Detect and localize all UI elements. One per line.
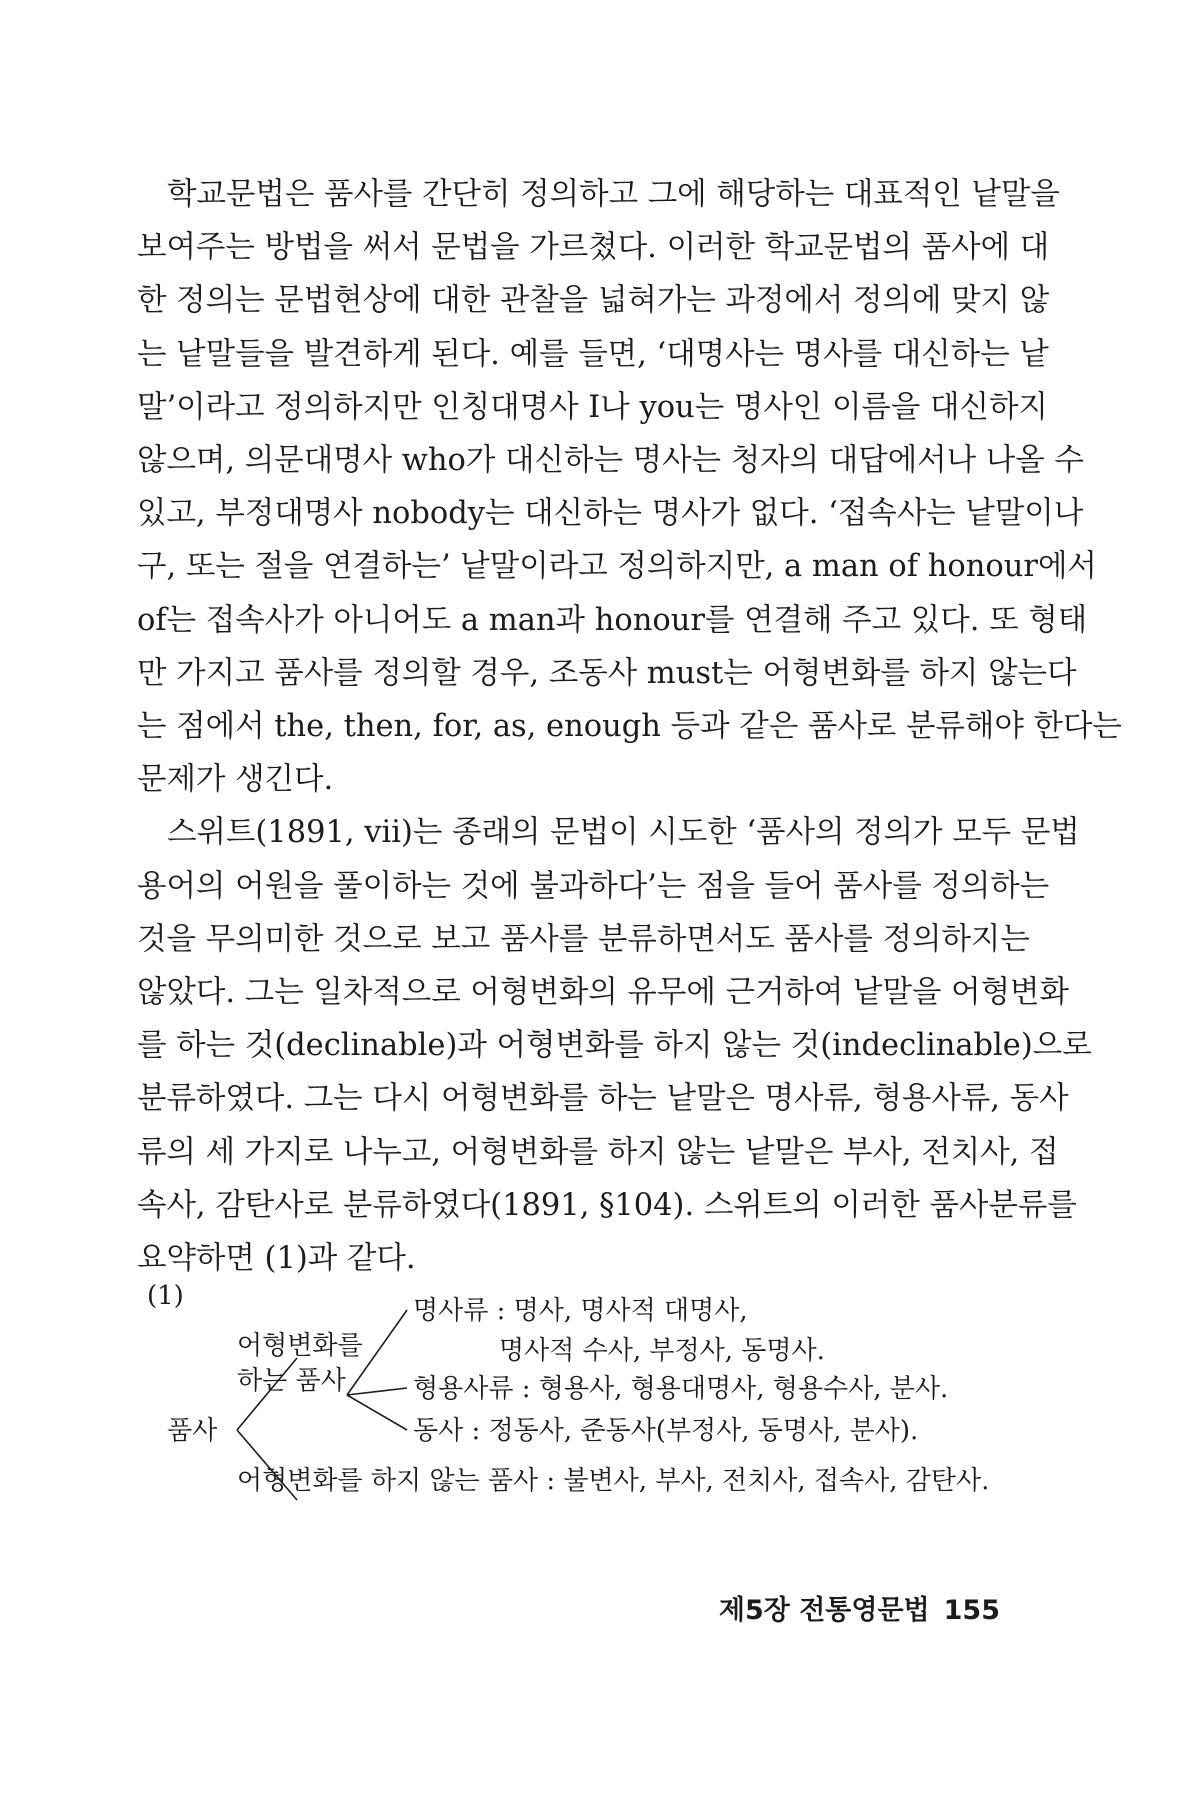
text-line: 요약하면 (1)과 같다. [137, 1241, 416, 1277]
adj-class: 형용사류 : 형용사, 형용대명사, 형용수사, 분사. [413, 1374, 949, 1404]
text-line: 는 낱말들을 발견하게 된다. 예를 들면, ‘대명사는 명사를 대신하는 낱 [137, 336, 1049, 372]
text-line: 는 점에서 the, then, for, as, enough 등과 같은 품사로 분류해야 한다는 [137, 709, 1122, 745]
text-line: 말’이라고 정의하지만 인칭대명사 I나 you는 명사인 이름을 대신하지 [137, 389, 1048, 425]
verb-class: 동사 : 정동사, 준동사(부정사, 동명사, 분사). [413, 1416, 919, 1446]
text-line: 한 정의는 문법현상에 대한 관찰을 넓혀가는 과정에서 정의에 맞지 않 [137, 283, 1050, 319]
body-text [137, 168, 1122, 1285]
text-line: of는 접속사가 아니어도 a man과 honour를 연결해 주고 있다. 또 형태 [137, 602, 1088, 638]
text-line: 류의 세 가지로 나누고, 어형변화를 하지 않는 낱말은 부사, 전치사, 접 [137, 1134, 1059, 1170]
page-footer [705, 1588, 1000, 1627]
declinable-label: 어형변화를 [237, 1331, 363, 1361]
text-line: 것을 무의미한 것으로 보고 품사를 분류하면서도 품사를 정의하지는 [137, 921, 1030, 957]
text-line: 용어의 어원을 풀이하는 것에 불과하다’는 점을 들어 품사를 정의하는 [137, 868, 1050, 904]
example-number: (1) [147, 1281, 184, 1311]
text-line: 만 가지고 품사를 정의할 경우, 조동사 must는 어형변화를 하지 않는다 [137, 655, 1077, 691]
text-line: 문제가 생긴다. [137, 762, 334, 798]
text-line: 구, 또는 절을 연결하는’ 낱말이라고 정의하지만, a man of honour에서 [137, 549, 1097, 585]
text-line: 속사, 감탄사로 분류하였다(1891, §104). 스위트의 이러한 품사분류를 [137, 1187, 1077, 1223]
paragraph-2 [137, 806, 1092, 1285]
chapter-title: 제5장 전통영문법 [718, 1595, 930, 1626]
branch-to-verb-class [347, 1395, 407, 1430]
text-line: 않았다. 그는 일차적으로 어형변화의 유무에 근거하여 낱말을 어형변화 [137, 975, 1069, 1011]
noun-class-cont: 명사적 수사, 부정사, 동명사. [499, 1336, 825, 1366]
text-line: 보여주는 방법을 써서 문법을 가르쳤다. 이러한 학교문법의 품사에 대 [137, 230, 1050, 266]
noun-class: 명사류 : 명사, 명사적 대명사, [413, 1296, 748, 1326]
text-line: 있고, 부정대명사 nobody는 대신하는 명사가 없다. ‘접속사는 낱말이나 [137, 496, 1084, 532]
text-line: 학교문법은 품사를 간단히 정의하고 그에 해당하는 대표적인 낱말을 [167, 177, 1060, 212]
paragraph-1 [137, 168, 1122, 806]
text-line: 않으며, 의문대명사 who가 대신하는 명사는 청자의 대답에서나 나올 수 [137, 443, 1084, 479]
parts-of-speech-diagram [137, 1280, 1037, 1500]
declinable-label-2: 하는 품사 [237, 1366, 346, 1396]
text-line: 분류하였다. 그는 다시 어형변화를 하는 낱말은 명사류, 형용사류, 동사 [137, 1081, 1069, 1117]
branch-to-adj-class [347, 1388, 407, 1395]
text-line: 를 하는 것(declinable)과 어형변화를 하지 않는 것(indeclinable)으로 [137, 1028, 1092, 1064]
root-label: 품사 [167, 1416, 218, 1446]
text-line: 스위트(1891, vii)는 종래의 문법이 시도한 ‘품사의 정의가 모두 문법 [167, 815, 1080, 851]
page-number: 155 [943, 1595, 1000, 1626]
indeclinable-label: 어형변화를 하지 않는 품사 : 불변사, 부사, 전치사, 접속사, 감탄사. [237, 1466, 990, 1496]
